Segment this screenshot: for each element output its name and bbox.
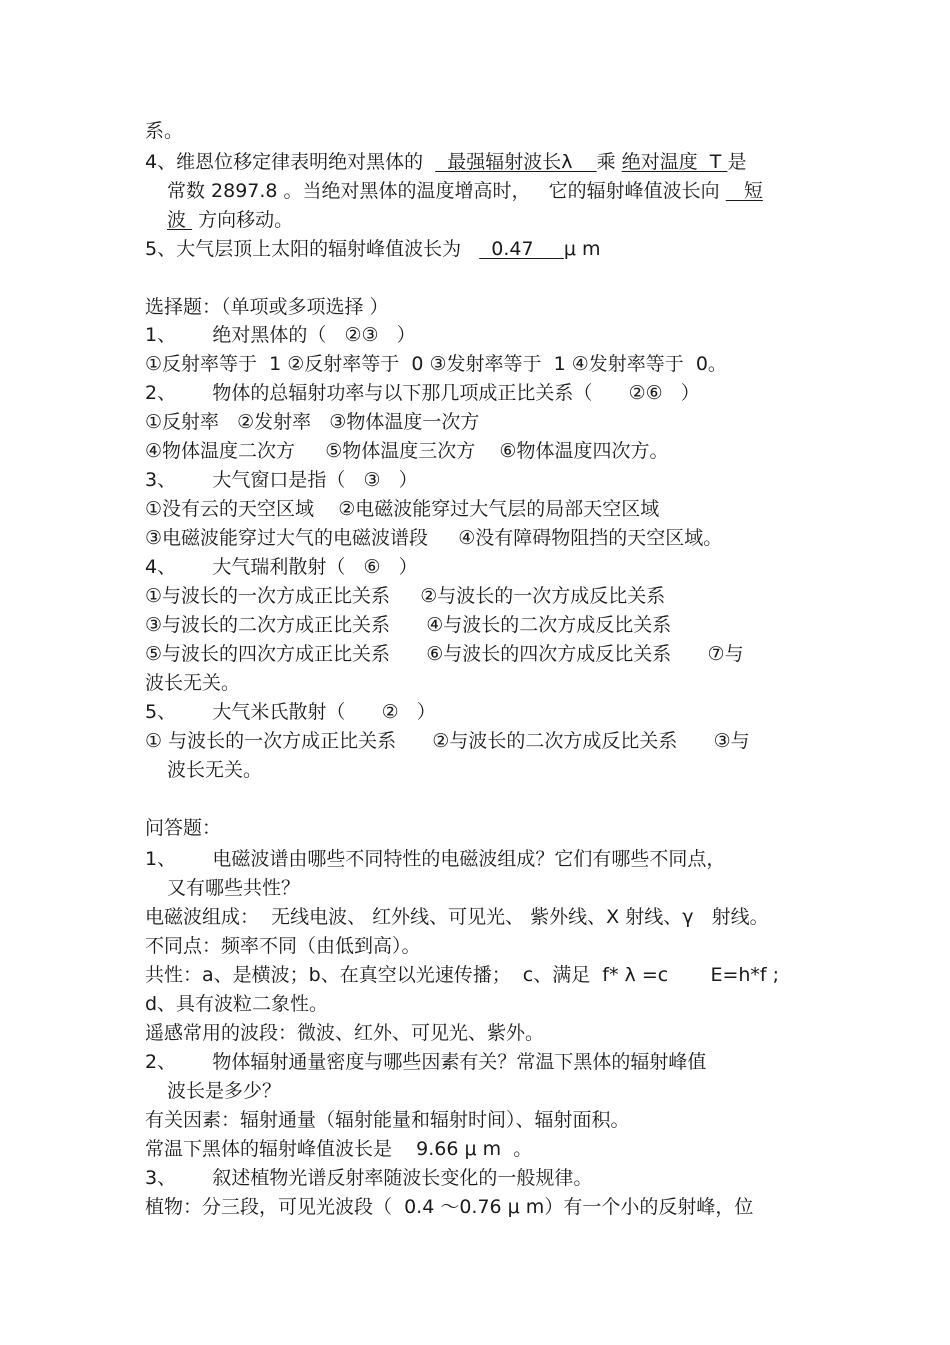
qa-answer: 电磁波组成： 无线电波、 红外线、可见光、 紫外线、X 射线、γ 射线。 [145, 906, 769, 928]
qa-answer: 遥感常用的波段：微波、红外、可见光、紫外。 [145, 1022, 545, 1044]
question-4-text: 乘 [596, 151, 622, 173]
question-4-text: 方向移动。 [192, 209, 294, 231]
choice-line: ④物体温度二次方 ⑤物体温度三次方 ⑥物体温度四次方。 [145, 440, 669, 462]
text-line: 系。 [145, 120, 184, 142]
choice-line: 4、 大气瑞利散射（ ⑥ ） [145, 556, 418, 578]
question-4-prefix: 4、维恩位移定律表明绝对黑体的 [145, 151, 436, 173]
choice-line: ①反射率 ②发射率 ③物体温度一次方 [145, 411, 480, 433]
qa-question: 又有哪些共性？ [167, 877, 301, 899]
question-4-line-2 [167, 178, 837, 204]
choice-line: ③与波长的二次方成正比关系 ④与波长的二次方成反比关系 [145, 614, 672, 636]
choice-line: ①与波长的一次方成正比关系 ②与波长的一次方成反比关系 [145, 585, 666, 607]
question-4-line-1 [145, 149, 815, 175]
choice-line: 3、 大气窗口是指（ ③ ） [145, 469, 418, 491]
choice-line: 1、 绝对黑体的（ ②③ ） [145, 324, 416, 346]
answer-blank: 短 [725, 180, 763, 202]
answer-blank: 绝对温度 T [621, 151, 728, 173]
section-heading: 问答题： [145, 817, 222, 839]
qa-answer: 不同点：频率不同（由低到高）。 [145, 935, 421, 957]
choice-line: ③电磁波能穿过大气的电磁波谱段 ④没有障碍物阻挡的天空区域。 [145, 527, 723, 549]
qa-answer: 共性：a、是横波；b、在真空以光速传播； c、满足 f* λ =c E=h*f ; [145, 964, 780, 986]
choice-line: 2、 物体的总辐射功率与以下那几项成正比关系（ ②⑥ ） [145, 382, 700, 404]
answer-blank: 0.47 [479, 238, 564, 260]
question-4-text: 常数 2897.8 。当绝对黑体的温度增高时， 它的辐射峰值波长向 [167, 180, 726, 202]
qa-answer: d、具有波粒二象性。 [145, 993, 329, 1015]
choice-line: 5、 大气米氏散射（ ② ） [145, 701, 436, 723]
question-5-prefix: 5、大气层顶上太阳的辐射峰值波长为 [145, 238, 480, 260]
choice-line: 波长无关。 [167, 759, 263, 781]
question-4-text: 是 [727, 151, 747, 173]
qa-answer: 常温下黑体的辐射峰值波长是 9.66 μ m 。 [145, 1138, 533, 1160]
choice-line: ①没有云的天空区域 ②电磁波能穿过大气层的局部天空区域 [145, 498, 660, 520]
choice-line: 波长无关。 [145, 672, 241, 694]
unit-text: μ m [563, 238, 601, 260]
choice-line: ① 与波长的一次方成正比关系 ②与波长的二次方成反比关系 ③与 [145, 730, 750, 752]
question-5-line [145, 236, 815, 262]
qa-question: 3、 叙述植物光谱反射率随波长变化的一般规律。 [145, 1167, 593, 1189]
qa-question: 1、 电磁波谱由哪些不同特性的电磁波组成？它们有哪些不同点， [145, 848, 726, 870]
qa-question: 波长是多少？ [167, 1080, 282, 1102]
answer-blank: 最强辐射波长λ [435, 151, 597, 173]
answer-blank: 波 [167, 209, 193, 231]
qa-answer: 有关因素：辐射通量（辐射能量和辐射时间）、辐射面积。 [145, 1109, 630, 1131]
choice-line: ①反射率等于 1 ②反射率等于 0 ③发射率等于 1 ④发射率等于 0。 [145, 353, 727, 375]
qa-question: 2、 物体辐射通量密度与哪些因素有关？常温下黑体的辐射峰值 [145, 1051, 707, 1073]
qa-answer: 植物：分三段，可见光波段（ 0.4 ～0.76 μ m）有一个小的反射峰，位 [145, 1196, 754, 1218]
question-4-line-3 [167, 207, 837, 233]
section-heading: 选择题：（单项或多项选择 ） [145, 296, 389, 318]
choice-line: ⑤与波长的四次方成正比关系 ⑥与波长的四次方成反比关系 ⑦与 [145, 643, 744, 665]
